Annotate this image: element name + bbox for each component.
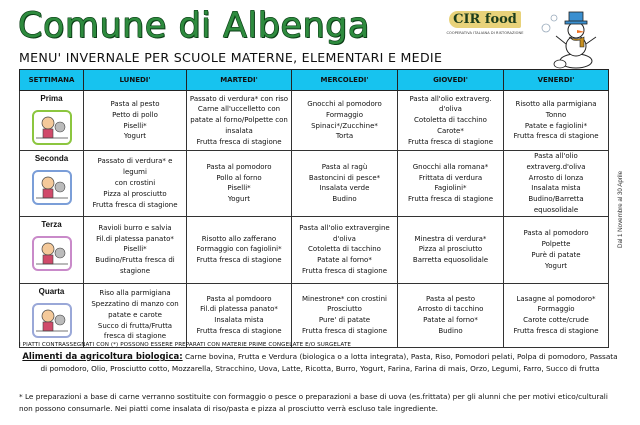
table-row	[20, 91, 609, 151]
dish-item: Frutta fresca di stagione	[513, 132, 599, 141]
dish-item: Arrosto di lonza	[528, 173, 584, 182]
dish-item: Patate al forno*	[317, 256, 372, 265]
dish-item: Carote*	[437, 126, 464, 135]
dish-item: Passato di verdura* con riso	[189, 94, 289, 103]
dish-item: Gnocchi alla romana*	[412, 162, 489, 171]
dish-item: Budino	[438, 327, 463, 336]
menu-cell-thursday	[398, 91, 504, 151]
menu-cell-tuesday	[187, 283, 292, 347]
dish-item: Cotoletta di tacchino	[414, 116, 487, 125]
dish-item: Pasta al pomodoro	[523, 229, 589, 238]
menu-cell-wednesday	[292, 283, 398, 347]
dish-item: Frutta fresca di stagione	[196, 256, 282, 265]
children-illustration-icon	[30, 107, 74, 147]
dish-item: Frutta fresca di stagione	[407, 137, 494, 146]
dish-item: Fagiolini*	[434, 184, 467, 193]
dish-item: Risotto allo zafferano	[201, 234, 277, 243]
dish-item: patate e carote	[108, 310, 162, 319]
dish-item: Carne all'uccelletto con	[197, 105, 281, 114]
week-cell	[20, 151, 84, 217]
dish-item: Tonno	[545, 110, 567, 119]
menu-cell-monday	[84, 216, 187, 283]
dish-item: Piselli*	[123, 245, 147, 254]
week-label: Terza	[41, 219, 62, 229]
dish-item: Piselli*	[123, 121, 147, 130]
menu-cell-thursday	[398, 216, 504, 283]
menu-cell-friday	[504, 216, 609, 283]
dish-item: Pasta al pomdooro	[206, 294, 272, 303]
children-illustration-icon	[30, 167, 74, 207]
dish-item: Formaggio	[325, 110, 364, 119]
dish-item: Fil.di platessa panato*	[200, 305, 278, 314]
week-label: Seconda	[34, 154, 69, 163]
dish-item: Prosciutto	[327, 305, 362, 314]
menu-cell-friday	[504, 283, 609, 347]
dish-item: Yogurt	[544, 261, 568, 270]
dish-item: equosolidale	[533, 205, 579, 214]
dish-item: Yogurt	[227, 195, 251, 204]
dish-item: Spinaci*/Zucchine*	[311, 121, 378, 130]
dish-item: Pasta al pesto	[110, 99, 160, 108]
organic-foods-note	[19, 351, 621, 375]
dish-item: Succo di frutta/Frutta	[97, 321, 173, 330]
organic-foods-list: Carne bovina, Frutta e Verdura (biologica o a lotta integrata), Pasta, Riso, Pomodori pelati, Polpa di pomodoro, Passata di pomodoro, Olio, Prosciutto cotto, Mozzarella, Stracchino, Uova, Latte, Ricotta, Burro, Yogurt, Farina, Farina di mais, Orzo, Legumi, Farro, Succo di frutta	[40, 352, 618, 373]
children-illustration-icon	[30, 300, 74, 340]
dish-item: Pollo al forno	[216, 173, 262, 182]
dish-item: Patate al forno*	[423, 316, 478, 325]
col-header-week: SETTIMANA	[20, 70, 84, 91]
children-illustration-icon	[30, 233, 74, 273]
page-title: Comune di Albenga	[18, 6, 370, 46]
week-cell	[20, 283, 84, 347]
dish-item: Frutta fresca di stagione	[301, 327, 388, 336]
dish-item: Cotoletta di tacchino	[308, 245, 381, 254]
dish-item: Gnocchi al pomodoro	[307, 99, 382, 108]
dish-item: stagione	[119, 266, 151, 275]
dish-item: Pasta all'olio extravergine	[299, 223, 390, 232]
dish-item: Pizza al prosciutto	[418, 245, 483, 254]
col-header-thursday: GIOVEDI'	[398, 70, 504, 91]
col-header-friday: VENERDI'	[504, 70, 609, 91]
logo-mark: CIR food	[449, 11, 521, 28]
table-row	[20, 151, 609, 217]
menu-cell-wednesday	[292, 91, 398, 151]
dish-item: Fil.di platessa panato*	[96, 234, 174, 243]
organic-foods-title: Alimenti da agricoltura biologica:	[22, 352, 183, 362]
dish-item: Frutta fresca di stagione	[92, 200, 178, 209]
dish-item: Barretta equosolidale	[412, 256, 489, 265]
dish-item: Pasta al pesto	[426, 294, 475, 303]
dish-item: patate al forno/Polpette con	[190, 116, 288, 125]
table-row	[20, 216, 609, 283]
header-row	[20, 70, 609, 91]
dish-item: Risotto alla parmigiana	[515, 99, 597, 108]
menu-cell-thursday	[398, 283, 504, 347]
dish-item: Pasta al ragù	[321, 162, 368, 171]
dish-item: Insalata mista	[214, 316, 264, 325]
dish-item: d'oliva	[333, 234, 356, 243]
logo-caption: COOPERATIVA ITALIANA DI RISTORAZIONE	[446, 31, 524, 35]
menu-subtitle: MENU' INVERNALE PER SCUOLE MATERNE, ELEMENTARI E MEDIE	[19, 50, 443, 65]
dish-item: Frutta fresca di stagione	[513, 327, 599, 336]
menu-cell-wednesday	[292, 216, 398, 283]
dish-item: Ravioli burro e salvia	[98, 223, 172, 232]
dish-item: insalata	[225, 126, 253, 135]
dish-item: Patate e fagiolini*	[524, 121, 588, 130]
dish-item: Pasta all'olio extraverg.	[409, 94, 492, 103]
col-header-wednesday: MERCOLEDI'	[292, 70, 398, 91]
table-row	[20, 283, 609, 347]
dish-item: con crostini	[114, 178, 156, 187]
menu-cell-thursday	[398, 151, 504, 217]
menu-cell-monday	[84, 91, 187, 151]
menu-cell-tuesday	[187, 216, 292, 283]
dish-item: Insalata mista	[531, 184, 581, 193]
menu-cell-friday	[504, 151, 609, 217]
dish-item: Minestrone* con crostini	[302, 294, 387, 303]
dish-item: Yogurt	[123, 132, 147, 141]
dish-item: Torta	[335, 132, 354, 141]
dish-item: Formaggio con fagiolini*	[196, 245, 282, 254]
dish-item: Frutta fresca di stagione	[196, 327, 282, 336]
dish-item: Minestra di verdura*	[414, 234, 487, 243]
dish-item: Bastoncini di pesce*	[308, 173, 381, 182]
menu-table	[19, 69, 609, 348]
dish-item: Lasagne al pomodoro*	[516, 294, 596, 303]
dish-item: Polpette	[541, 239, 571, 248]
dish-item: Riso alla parmigiana	[99, 289, 171, 298]
col-header-tuesday: MARTEDI'	[187, 70, 292, 91]
dish-item: Passato di verdura* e legumi	[97, 157, 173, 177]
cir-food-logo	[445, 8, 525, 46]
menu-cell-monday	[84, 283, 187, 347]
dish-item: Pure' di patate	[318, 316, 371, 325]
dish-item: Pasta all'olio	[534, 152, 578, 160]
week-cell	[20, 216, 84, 283]
menu-cell-tuesday	[187, 91, 292, 151]
dish-item: Carote cotte/crude	[523, 316, 589, 325]
dish-item: Frutta fresca di stagione	[407, 195, 494, 204]
dish-item: Petto di pollo	[112, 110, 158, 119]
menu-cell-wednesday	[292, 151, 398, 217]
frozen-note: I PIATTI CONTRASSEGNATI CON (*) POSSONO ESSERE PREPARATI CON MATERIE PRIME CONGELATE E/O SURGELATE	[19, 342, 352, 348]
dish-item: Arrosto di tacchino	[417, 305, 484, 314]
menu-cell-monday	[84, 151, 187, 217]
dish-item: Piselli*	[227, 184, 251, 193]
dish-item: Spezzatino di manzo con	[91, 300, 179, 309]
menu-cell-tuesday	[187, 151, 292, 217]
dish-item: Insalata verde	[319, 184, 370, 193]
dish-item: Budino/Barretta	[528, 195, 584, 204]
dish-item: Purè di patate	[531, 250, 581, 259]
week-label: Quarta	[38, 286, 65, 296]
dish-item: Frutta fresca di stagione	[301, 266, 388, 275]
menu-cell-friday	[504, 91, 609, 151]
dish-item: extraverg.d'oliva	[526, 162, 586, 171]
dish-item: Frutta fresca di stagione	[196, 137, 282, 146]
validity-period: Dal 1 Novembre al 30 Aprile	[617, 170, 624, 248]
week-label: Prima	[40, 94, 63, 103]
dish-item: Formaggio	[537, 305, 575, 314]
dish-item: fresca di stagione	[103, 332, 167, 341]
dish-item: Budino/Frutta fresca di	[95, 256, 175, 265]
substitution-footnote: * Le preparazioni a base di carne verranno sostituite con formaggio o pesce o preparazioni a base di uova (es.frittata) per gli alunni che per motivi etico/culturali non possono consumarle. Nei piatti come insalata di riso/pasta e pizza al prosciutto verrà escluso tale ingrediente.	[19, 392, 608, 413]
week-cell	[20, 91, 84, 151]
dish-item: d'oliva	[439, 105, 462, 114]
dish-item: Frittata di verdura	[418, 173, 483, 182]
dish-item: Pizza al prosciutto	[103, 189, 167, 198]
snowman-icon	[532, 6, 612, 70]
dish-item: Budino	[332, 195, 357, 204]
col-header-monday: LUNEDI'	[84, 70, 187, 91]
dish-item: Pasta al pomodoro	[206, 162, 272, 171]
